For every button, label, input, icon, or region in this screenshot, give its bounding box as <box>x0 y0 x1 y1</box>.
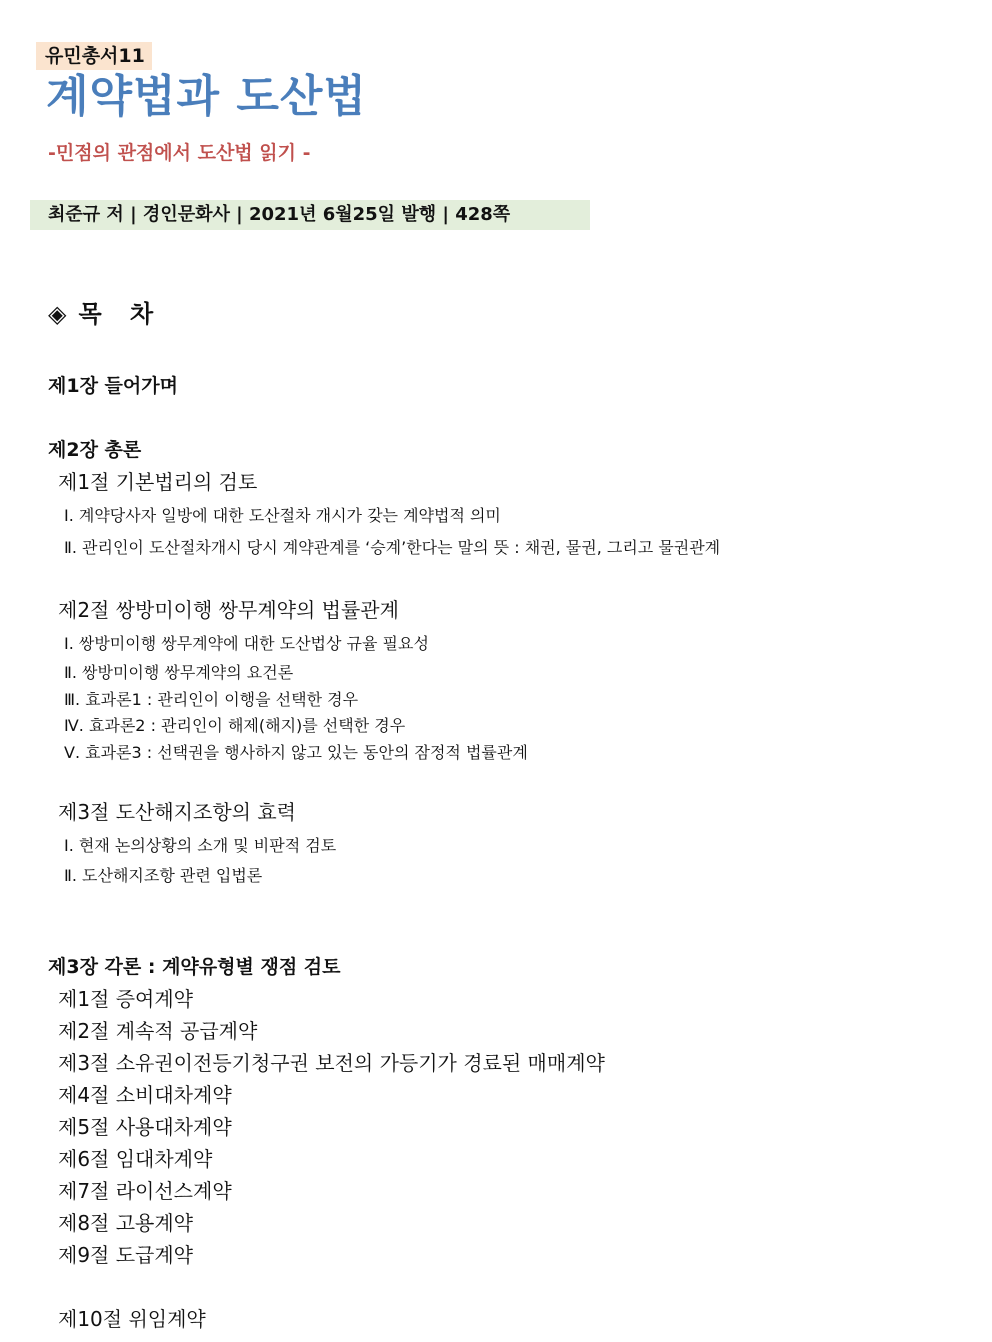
chapter-2-section-2-item: Ⅳ. 효과론2 : 관리인이 해제(해지)를 선택한 경우 <box>64 716 406 735</box>
chapter-3-section: 제3절 소유권이전등기청구권 보전의 가등기가 경료된 매매계약 <box>58 1051 605 1075</box>
diamond-icon: ◈ <box>48 300 67 328</box>
chapter-3-section: 제6절 임대차계약 <box>58 1147 213 1171</box>
chapter-2-section-2-item: Ⅲ. 효과론1 : 관리인이 이행을 선택한 경우 <box>64 690 359 709</box>
toc-heading <box>48 298 163 330</box>
chapter-3-section: 제1절 증여계약 <box>58 987 194 1011</box>
chapter-3-section: 제2절 계속적 공급계약 <box>58 1019 258 1043</box>
toc-heading-text: 목 차 <box>78 300 164 328</box>
chapter-3-section: 제7절 라이선스계약 <box>58 1179 232 1203</box>
chapter-2-section-2-item: Ⅴ. 효과론3 : 선택권을 행사하지 않고 있는 동안의 잠정적 법률관계 <box>64 743 528 762</box>
chapter-1-title: 제1장 들어가며 <box>48 375 178 397</box>
chapter-2-section-3-item: Ⅰ. 현재 논의상황의 소개 및 비판적 검토 <box>64 836 337 855</box>
publication-info: 최준규 저 | 경인문화사 | 2021년 6월25일 발행 | 428쪽 <box>30 200 590 230</box>
chapter-2-section-1-item: Ⅰ. 계약당사자 일방에 대한 도산절차 개시가 갖는 계약법적 의미 <box>64 506 501 525</box>
chapter-2-section-3-item: Ⅱ. 도산해지조항 관련 입법론 <box>64 866 263 885</box>
chapter-2-section-1-title: 제1절 기본법리의 검토 <box>58 470 258 494</box>
chapter-2-section-2-title: 제2절 쌍방미이행 쌍무계약의 법률관계 <box>58 598 399 622</box>
chapter-3-title: 제3장 각론 : 계약유형별 쟁점 검토 <box>48 956 341 978</box>
chapter-2-section-2-item: Ⅰ. 쌍방미이행 쌍무계약에 대한 도산법상 규율 필요성 <box>64 634 429 653</box>
chapter-3-section: 제9절 도급계약 <box>58 1243 194 1267</box>
series-label: 유민총서11 <box>36 42 152 70</box>
chapter-3-section: 제10절 위임계약 <box>58 1307 206 1331</box>
chapter-2-section-1-item: Ⅱ. 관리인이 도산절차개시 당시 계약관계를 ‘승계’한다는 말의 뜻 : 채권, 물권, 그리고 물권관계 <box>64 538 721 557</box>
book-title: 계약법과 도산법 <box>46 71 367 122</box>
chapter-3-section: 제5절 사용대차계약 <box>58 1115 232 1139</box>
book-subtitle: -민점의 관점에서 도산법 읽기 - <box>48 142 311 164</box>
chapter-2-section-3-title: 제3절 도산해지조항의 효력 <box>58 800 296 824</box>
chapter-2-title: 제2장 총론 <box>48 439 142 461</box>
chapter-2-section-2-item: Ⅱ. 쌍방미이행 쌍무계약의 요건론 <box>64 663 294 682</box>
chapter-3-section: 제8절 고용계약 <box>58 1211 194 1235</box>
chapter-3-section: 제4절 소비대차계약 <box>58 1083 232 1107</box>
